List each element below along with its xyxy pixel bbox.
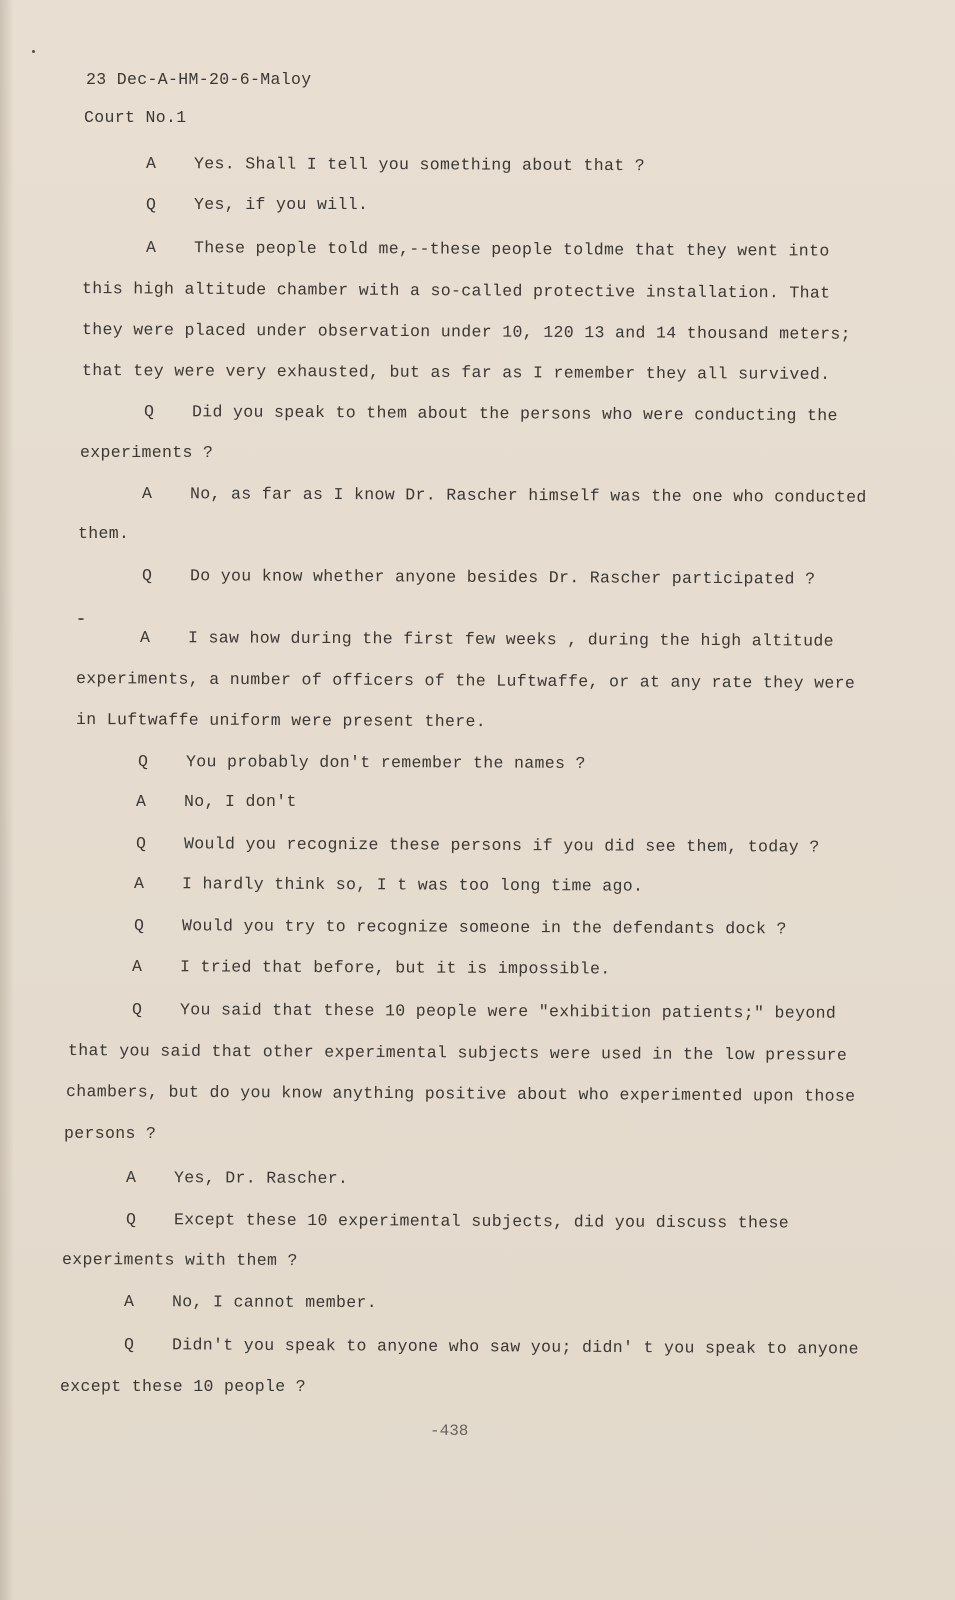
speaker-label: Q xyxy=(123,1335,135,1355)
speaker-label: A xyxy=(125,1168,137,1188)
line-text: No, I don't xyxy=(184,792,297,811)
speaker-label: A xyxy=(136,792,147,811)
speaker-label: Q xyxy=(125,1210,137,1230)
transcript-line xyxy=(80,443,213,462)
document-id: 23 Dec-A-HM-20-6-Maloy xyxy=(86,70,312,89)
line-text: Didn't you speak to anyone who saw you; didn' t you speak to anyone xyxy=(171,1335,859,1359)
line-text: Would you recognize these persons if you did see them, today ? xyxy=(183,834,820,857)
transcript-line xyxy=(132,1000,836,1023)
speaker-label: Q xyxy=(141,566,153,586)
speaker-label: A xyxy=(139,628,151,648)
transcript-line xyxy=(136,834,820,857)
transcript-line xyxy=(62,1250,298,1270)
paper-speck xyxy=(32,50,35,53)
transcript-line xyxy=(142,484,867,507)
line-text: in Luftwaffe uniform were present there. xyxy=(75,710,487,732)
line-text: No, I cannot member. xyxy=(171,1292,378,1313)
paper-speck xyxy=(78,618,84,620)
line-text: I saw how during the first few weeks , during the high altitude xyxy=(187,628,834,651)
line-text: Yes. Shall I tell you something about that ? xyxy=(193,154,646,176)
line-text: experiments with them ? xyxy=(61,1250,298,1271)
line-text: I tried that before, but it is impossible. xyxy=(179,957,611,979)
line-text: except these 10 people ? xyxy=(60,1377,307,1396)
line-text: that tey were very exhausted, but as far as I remember they all survived. xyxy=(81,361,831,384)
speaker-label: Q xyxy=(133,916,145,936)
transcript-line xyxy=(68,1041,847,1065)
line-text: These people told me,--these people toldme that they went into xyxy=(193,238,830,261)
speaker-label: Q xyxy=(143,402,155,422)
line-text: Did you speak to them about the persons who were conducting the xyxy=(191,402,838,426)
line-text: this high altitude chamber with a so-called protective installation. That xyxy=(81,279,831,303)
line-text: No, as far as I know Dr. Rascher himself was the one who conducted xyxy=(189,484,867,507)
transcript-line xyxy=(146,195,368,214)
transcript-line xyxy=(134,874,643,896)
transcript-line xyxy=(146,154,645,175)
line-text: experiments, a number of officers of the Luftwaffe, or at any rate they were xyxy=(75,669,856,693)
transcript-line xyxy=(136,792,297,811)
transcript-line xyxy=(132,957,611,979)
transcript-line xyxy=(144,402,838,425)
page-number: -438 xyxy=(430,1422,469,1440)
transcript-line xyxy=(138,752,586,773)
line-text: Except these 10 experimental subjects, did you discuss these xyxy=(173,1210,790,1233)
line-text: chambers, but do you know anything positive about who experimented upon those xyxy=(65,1082,856,1106)
speaker-label: A xyxy=(145,154,157,174)
speaker-label: Q xyxy=(137,752,149,772)
transcript-line xyxy=(124,1292,377,1312)
line-text: persons ? xyxy=(64,1124,157,1143)
transcript-line xyxy=(124,1335,859,1358)
speaker-label: Q xyxy=(135,834,147,854)
court-number: Court No.1 xyxy=(84,108,187,127)
speaker-label: A xyxy=(141,484,153,504)
transcript-line xyxy=(146,238,830,261)
speaker-label: Q xyxy=(146,195,157,214)
transcript-line xyxy=(126,1168,348,1188)
line-text: You said that these 10 people were "exhibition patients;" beyond xyxy=(179,1000,837,1023)
line-text: Do you know whether anyone besides Dr. Rascher participated ? xyxy=(189,566,816,589)
line-text: they were placed under observation under 10, 120 13 and 14 thousand meters; xyxy=(81,320,851,344)
transcript-line xyxy=(134,916,787,938)
line-text: that you said that other experimental subjects were used in the low pressure xyxy=(67,1041,848,1065)
line-text: I hardly think so, I t was too long time ago. xyxy=(181,874,644,896)
transcript-line xyxy=(76,669,855,693)
line-text: Yes, Dr. Rascher. xyxy=(173,1168,349,1188)
line-text: experiments ? xyxy=(80,443,214,462)
transcript-line xyxy=(60,1377,306,1396)
transcript-line xyxy=(66,1082,855,1106)
speaker-label: A xyxy=(123,1292,135,1312)
line-text: Would you try to recognize someone in the defendants dock ? xyxy=(181,916,787,939)
speaker-label: A xyxy=(131,957,143,977)
line-text: them. xyxy=(78,524,130,543)
transcript-line xyxy=(142,566,815,589)
line-text: Yes, if you will. xyxy=(194,195,369,214)
transcript-line xyxy=(140,628,834,651)
speaker-label: A xyxy=(133,874,145,894)
transcript-line xyxy=(82,361,830,384)
transcript-line xyxy=(82,279,830,303)
speaker-label: A xyxy=(145,238,157,258)
speaker-label: Q xyxy=(131,1000,143,1020)
transcript-line xyxy=(126,1210,789,1232)
line-text: You probably don't remember the names ? xyxy=(185,752,586,773)
transcript-line xyxy=(78,524,129,543)
transcript-line xyxy=(76,710,486,731)
transcript-line xyxy=(82,320,851,344)
transcript-line xyxy=(64,1124,156,1143)
